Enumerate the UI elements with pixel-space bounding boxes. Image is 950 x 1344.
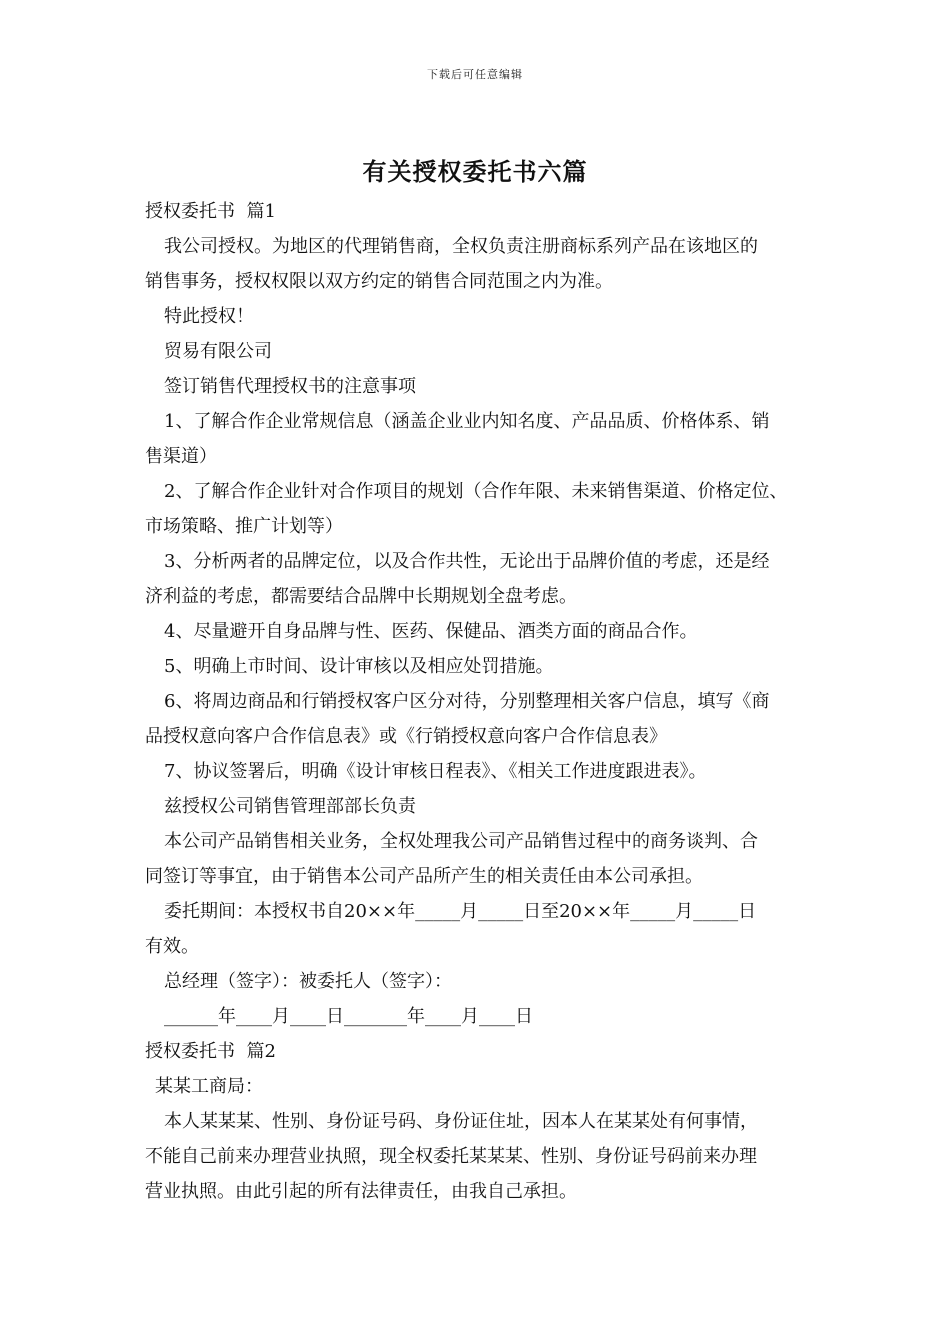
paragraph-line: 2、了解合作企业针对合作项目的规划（合作年限、未来销售渠道、价格定位、 — [164, 481, 788, 502]
paragraph-line: ______年____月____日_______年____月____日 — [164, 1006, 533, 1027]
paragraph-line: 授权委托书 篇1 — [145, 201, 276, 222]
paragraph-line: 6、将周边商品和行销授权客户区分对待，分别整理相关客户信息，填写《商 — [164, 691, 770, 712]
document-title: 有关授权委托书六篇 — [362, 157, 588, 186]
paragraph-line: 总经理（签字）：被委托人（签字）： — [164, 971, 452, 992]
paragraph-line: 本公司产品销售相关业务，全权处理我公司产品销售过程中的商务谈判、合 — [164, 831, 758, 852]
document-body — [145, 194, 820, 1209]
paragraph-line: 特此授权！ — [164, 306, 254, 327]
paragraph-line: 某某工商局： — [155, 1076, 263, 1097]
paragraph-line: 4、尽量避开自身品牌与性、医药、保健品、酒类方面的商品合作。 — [164, 621, 698, 642]
paragraph-line: 我公司授权。为地区的代理销售商，全权负责注册商标系列产品在该地区的 — [164, 236, 758, 257]
paragraph-line: 1、了解合作企业常规信息（涵盖企业业内知名度、产品品质、价格体系、销 — [164, 411, 770, 432]
paragraph-line: 贸易有限公司 — [164, 341, 272, 362]
paragraph-line: 市场策略、推广计划等） — [145, 516, 343, 537]
paragraph-line: 营业执照。由此引起的所有法律责任，由我自己承担。 — [145, 1181, 577, 1202]
paragraph-line: 有效。 — [145, 936, 199, 957]
paragraph-line: 委托期间：本授权书自20××年_____月_____日至20××年_____月_____日 — [164, 901, 757, 922]
paragraph-line: 销售事务，授权权限以双方约定的销售合同范围之内为准。 — [145, 271, 613, 292]
paragraph-line: 品授权意向客户合作信息表》或《行销授权意向客户合作信息表》 — [145, 726, 667, 747]
paragraph-line: 兹授权公司销售管理部部长负责 — [164, 796, 416, 817]
paragraph-line: 不能自己前来办理营业执照，现全权委托某某某、性别、身份证号码前来办理 — [145, 1146, 757, 1167]
paragraph-line: 3、分析两者的品牌定位，以及合作共性，无论出于品牌价值的考虑，还是经 — [164, 551, 770, 572]
paragraph-line: 授权委托书 篇2 — [145, 1041, 276, 1062]
paragraph-line: 7、协议签署后，明确《设计审核日程表》、《相关工作进度跟进表》。 — [164, 761, 707, 782]
header-note: 下载后可任意编辑 — [427, 68, 523, 81]
paragraph-line: 售渠道） — [145, 446, 217, 467]
paragraph-line: 5、明确上市时间、设计审核以及相应处罚措施。 — [164, 656, 554, 677]
paragraph-line: 签订销售代理授权书的注意事项 — [164, 376, 416, 397]
paragraph-line: 济利益的考虑，都需要结合品牌中长期规划全盘考虑。 — [145, 586, 577, 607]
paragraph-line: 本人某某某、性别、身份证号码、身份证住址，因本人在某某处有何事情， — [164, 1111, 758, 1132]
paragraph-line: 同签订等事宜，由于销售本公司产品所产生的相关责任由本公司承担。 — [145, 866, 703, 887]
